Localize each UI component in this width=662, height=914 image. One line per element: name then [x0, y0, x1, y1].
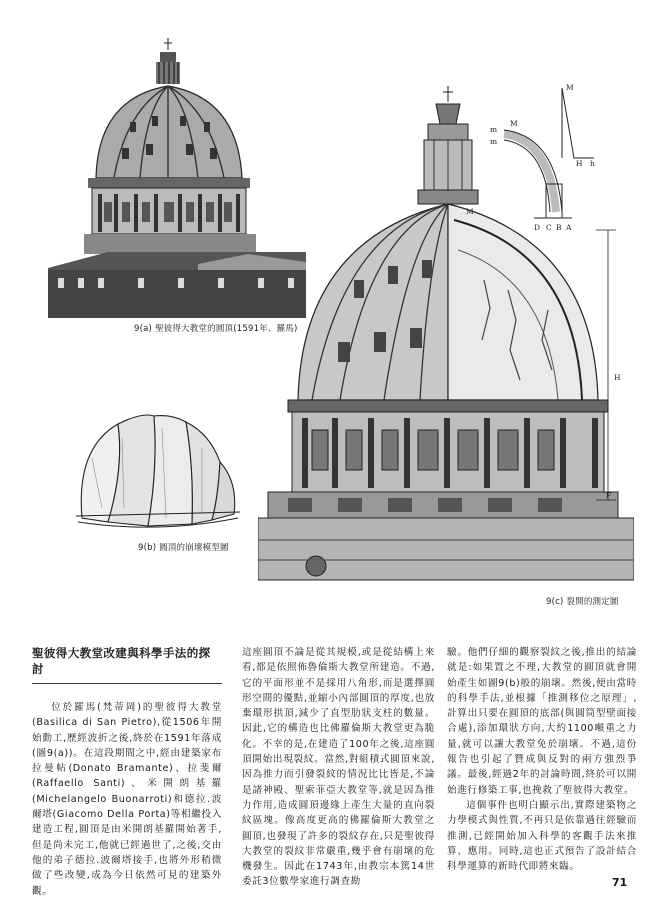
article-column-3 — [447, 645, 637, 874]
label-B: B — [556, 223, 562, 232]
label-m-left: m — [490, 125, 498, 134]
label-m-top: M — [566, 83, 574, 92]
crack-measurement-illustration — [258, 80, 634, 590]
page-number: 71 — [612, 876, 628, 889]
figure-9c-caption: 9(c) 裂開的測定圖 — [546, 597, 619, 607]
label-M-arc: M — [510, 119, 518, 128]
collapse-model-illustration — [62, 398, 252, 538]
article-column-1 — [32, 700, 222, 899]
label-C: C — [546, 223, 552, 232]
article-paragraph-3: 驗。他們仔細的觀察裂紋之後,推出的結論就是:如果置之不理,大教堂的圓頂就會開始產生如圖9(b)般的崩壞。然後,便由當時的科學手法,並根據「推測移位之原理」,計算出只要在圓頂的底部(與圓筒型壁面接合處),添加環狀方向,大約1100噸重之力量,就可以讓大教堂免於崩壞。不過,這份報告也引起了贊成與反對的兩方強烈爭議。最後,經過2年的討論時間,終於可以開始進行修築工事,也挽救了聖彼得大教堂。 — [447, 647, 637, 796]
figure-9b-caption: 9(b) 圓頂的崩壞模型圖 — [138, 543, 229, 553]
article-paragraph-1: 位於羅馬(梵蒂岡)的聖彼得大教堂(Basilica di San Pietro),從1506年開始動工,歷經波折之後,終於在1591年落成(圖9(a))。在這段期間之中,經由建築家布拉曼帖(Donato Bramante)、拉斐爾(Raffaello Santi)、米開朗基羅(Michelangelo Buonarroti)和德拉.波爾塔(Giacomo Della Porta)等相繼投入建造工程,圓頂是由米開朗基羅開始著手,但是尚未完工,他就已經過世了,之後,交由他的弟子德拉.波爾塔接手,也將外形稍微做了些改變,成為今日依然可見的建築外觀。 — [32, 702, 222, 897]
article-paragraph-4: 這個事件也明白顯示出,實際建築物之力學模式與性質,不再只是依靠過往經驗而推測,已經開始加入科學的客觀手法來推算、應用。同時,這也正式預告了設計結合科學運算的新時代即將來臨。 — [447, 799, 637, 873]
figure-9a-caption: 9(a) 聖彼得大教堂的圓頂(1591年、羅馬) — [134, 324, 298, 334]
article-paragraph-2: 這座圓頂不論是從其規模,或是從結構上來看,都是依照佈魯倫斯大教堂所建造。不過,它的平面形並不是採用八角形,而是選擇圓形空間的優點,並縮小內部圓頂的厚度,也放棄環形拱頂,減少了直型肋狀支柱的數量。因此,它的構造也比佛羅倫斯大教堂更為脆化。不幸的是,在建造了100年之後,這座圓頂開始出現裂紋。當然,對組積式圓頂來說,因為推力而引發裂紋的情況比比皆是,不論是諸神殿、聖索菲亞大教堂等,就是因為推力作用,造成圓頂邊緣上產生大量的直向裂紋區塊。像高度更高的佛羅倫斯大教堂之圓頂,也發現了許多的裂紋存在,只是聖彼得大教堂的裂紋非常嚴重,幾乎會有崩壞的危機發生。因此在1743年,由教宗本篤14世委託3位數學家進行調查勘 — [242, 647, 435, 888]
label-D: D — [534, 223, 541, 232]
label-M-section: M — [466, 207, 474, 216]
article-column-2 — [242, 645, 435, 890]
label-m-left2: m — [490, 137, 498, 146]
article-heading: 聖彼得大教堂改建與科學手法的探討 — [32, 645, 222, 684]
figure-9c-drawing — [258, 80, 634, 590]
figure-9b-drawing — [62, 398, 252, 538]
label-A: A — [566, 223, 572, 232]
label-h-top: h — [590, 159, 595, 168]
label-H-top: H — [576, 159, 583, 168]
label-F: F — [606, 491, 612, 500]
label-H-section: H — [614, 373, 621, 382]
